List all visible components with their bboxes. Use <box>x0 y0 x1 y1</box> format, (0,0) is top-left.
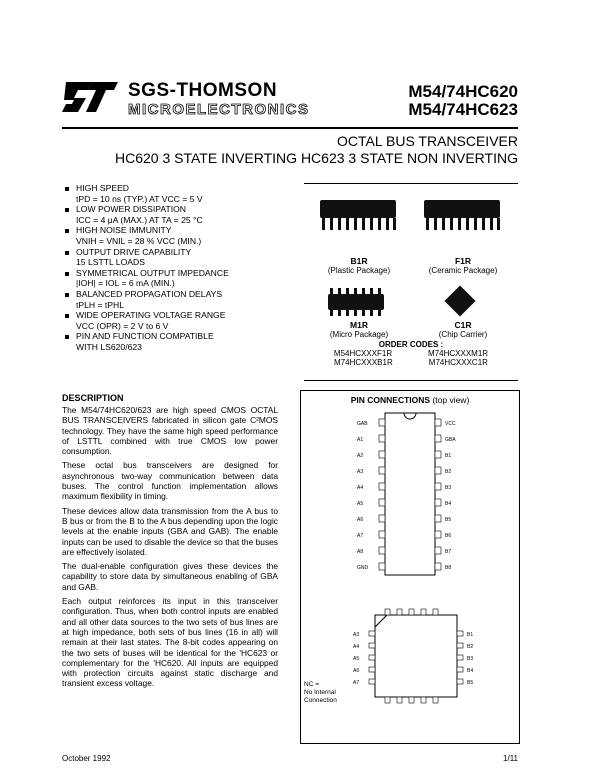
part-number-2: M54/74HC623 <box>408 100 518 119</box>
feature-list <box>62 183 302 353</box>
pin-label: A1 <box>357 437 364 443</box>
feature-item: LOW POWER DISSIPATION ICC = 4 μA (MAX.) AT TA = 25 °C <box>62 204 302 225</box>
pin-label: B3 <box>445 485 452 491</box>
pin-label: VCC <box>445 421 456 427</box>
description-paragraph: The M54/74HC620/623 are high speed CMOS OCTAL BUS TRANSCEIVERS fabricated in silicon gate C²MOS technology. They have the same high speed performance of LSTTL combined with true CMOS low power consumption. <box>62 405 278 457</box>
pin-label: GBA <box>445 437 456 443</box>
pin-label: A3 <box>353 632 360 638</box>
brand-subtitle: MICROELECTRONICS <box>128 101 310 118</box>
plcc-pinout-diagram <box>341 601 491 741</box>
pin-label: A7 <box>357 533 364 539</box>
doc-subtitle: HC620 3 STATE INVERTING HC623 3 STATE NON INVERTING <box>115 150 518 166</box>
dip-plastic-icon <box>314 194 404 238</box>
pin-label: B3 <box>467 656 474 662</box>
dip-pinout-diagram <box>355 409 465 579</box>
description-heading: DESCRIPTION <box>62 393 124 403</box>
pin-label: B6 <box>445 533 452 539</box>
package-m1r: M1R (Micro Package) <box>329 320 389 339</box>
description-body <box>62 405 278 693</box>
pin-label: A6 <box>353 668 360 674</box>
pin-label: A4 <box>353 644 360 650</box>
description-paragraph: These devices allow data transmission from the A bus to B bus or from the B to the A bus depending upon the logic levels at the enable inputs (GBA and GAB). The enable inputs can be used to disable the device so that the buses are effectively isolated. <box>62 505 278 557</box>
doc-title: OCTAL BUS TRANSCEIVER <box>336 133 518 149</box>
header-rule <box>62 127 518 129</box>
pin-label: B4 <box>445 501 452 507</box>
pin-label: A2 <box>357 453 364 459</box>
feature-item: PIN AND FUNCTION COMPATIBLE WITH LS620/623 <box>62 331 302 352</box>
description-paragraph: Each output reinforces its input in this transceiver configuration. Thus, when both control inputs are enabled and all other data sources to the two sets of bus lines are at high impedance, both sets of bus lines (16 in all) will remain at their last states. The 8-bit codes appearing on the two sets of buses will be identical for the 'HC623 or complementary for the 'HC620. All inputs are equipped with protection circuits against static discharge and transient excess voltage. <box>62 596 278 689</box>
pin-label: B8 <box>445 565 452 571</box>
feature-item: BALANCED PROPAGATION DELAYS tPLH = tPHL <box>62 289 302 310</box>
pin-label: B5 <box>445 517 452 523</box>
footer-date: October 1992 <box>62 754 111 763</box>
package-c1r: C1R (Chip Carrier) <box>438 320 488 339</box>
pin-label: B4 <box>467 668 474 674</box>
pin-label: A3 <box>357 469 364 475</box>
pin-label: B5 <box>467 680 474 686</box>
feature-item: HIGH SPEED tPD = 10 ns (TYP.) AT VCC = 5 V <box>62 183 302 204</box>
chip-carrier-icon <box>442 284 478 318</box>
pin-label: A6 <box>357 517 364 523</box>
pin-label: A7 <box>353 680 360 686</box>
st-logo-icon <box>62 78 120 116</box>
feature-item: SYMMETRICAL OUTPUT IMPEDANCE |IOH| = IOL = 6 mA (MIN.) <box>62 268 302 289</box>
package-b1r: B1R (Plastic Package) <box>327 256 391 275</box>
pin-label: A4 <box>357 485 364 491</box>
page-number: 1/11 <box>503 754 518 763</box>
pin-label: A5 <box>357 501 364 507</box>
feature-item: HIGH NOISE IMMUNITY VNIH = VNIL = 28 % VCC (MIN.) <box>62 225 302 246</box>
pin-label: GND <box>357 565 369 571</box>
pin-label: B7 <box>445 549 452 555</box>
package-panel <box>304 183 518 381</box>
so-package-icon <box>316 284 396 320</box>
pin-label: GAB <box>357 421 368 427</box>
pin-label: B1 <box>445 453 452 459</box>
pin-connections-panel <box>300 390 520 744</box>
part-number-1: M54/74HC620 <box>408 82 518 101</box>
description-paragraph: These octal bus transceivers are designed for asynchronous two-way communication between data buses. The control function implementation allows maximum flexibility in timing. <box>62 460 278 502</box>
pin-label: B1 <box>467 632 474 638</box>
package-f1r: F1R (Ceramic Package) <box>428 256 498 275</box>
pin-connections-heading: PIN CONNECTIONS (top view) <box>350 395 470 405</box>
pin-label: A8 <box>357 549 364 555</box>
dip-ceramic-icon <box>418 194 508 238</box>
nc-note: NC = No Internal Connection <box>304 681 337 704</box>
description-paragraph: The dual-enable configuration gives these devices the capability to store data by simultaneous enabling of GBA and GAB. <box>62 561 278 592</box>
brand-name: SGS-THOMSON <box>128 80 278 101</box>
pin-label: A5 <box>353 656 360 662</box>
feature-item: OUTPUT DRIVE CAPABILITY 15 LSTTL LOADS <box>62 247 302 268</box>
pin-label: B2 <box>445 469 452 475</box>
order-codes: ORDER CODES : M54HCXXXF1R M74HCXXXM1R M74HCXXXB1R M74HCXXXC1R <box>333 340 489 367</box>
feature-item: WIDE OPERATING VOLTAGE RANGE VCC (OPR) = 2 V to 6 V <box>62 310 302 331</box>
pin-label: B2 <box>467 644 474 650</box>
